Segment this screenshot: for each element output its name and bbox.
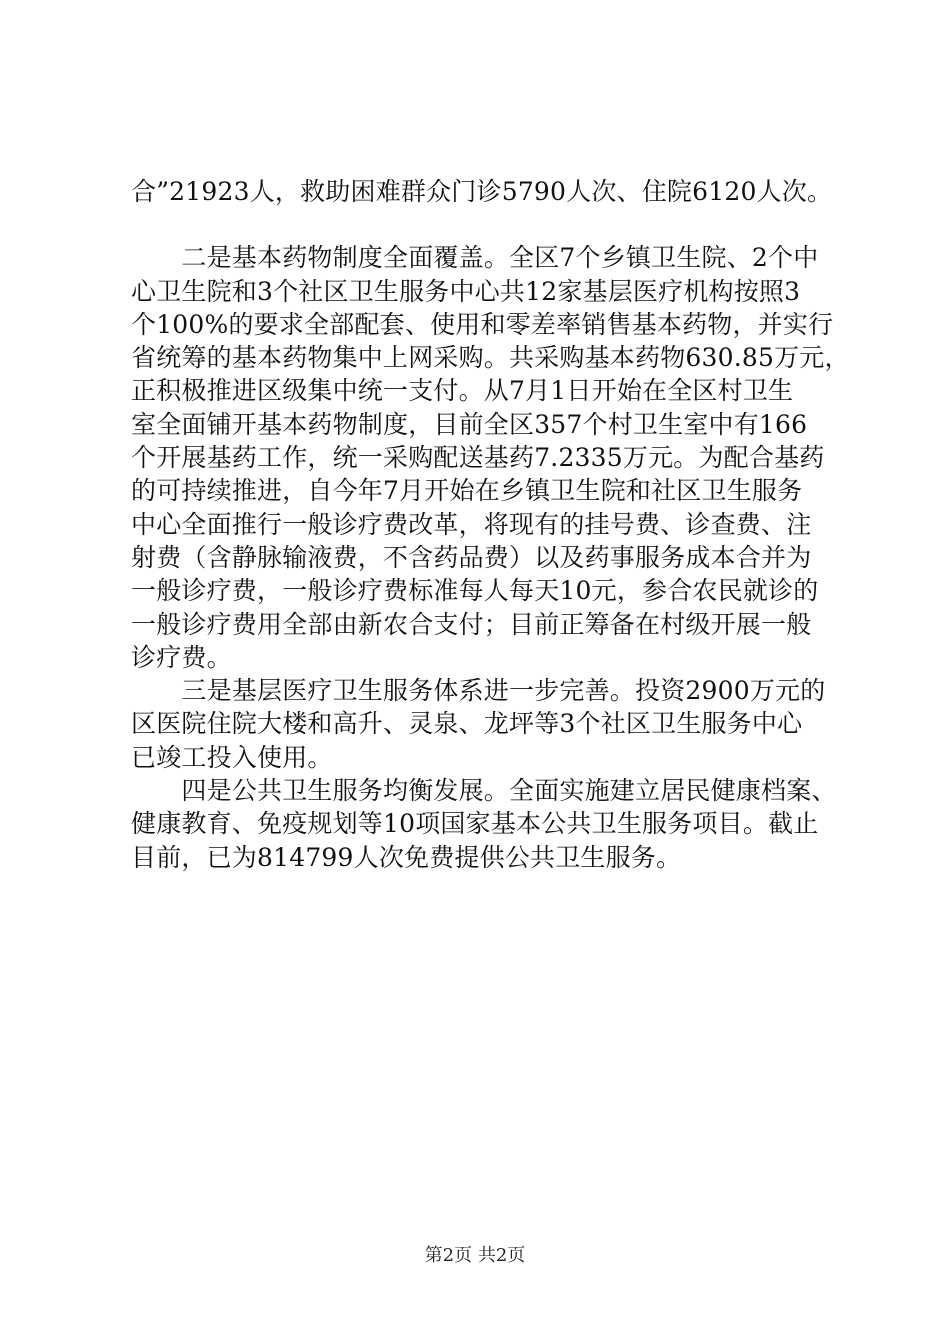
paragraph-3-line-1: 三是基层医疗卫生服务体系进一步完善。投资2900万元的	[131, 676, 826, 706]
text-line: 目前，已为814799人次免费提供公共卫生服务。	[131, 842, 682, 872]
text-line: 合”21923人，救助困难群众门诊5790人次、住院6120人次。	[131, 177, 833, 206]
text-line: 区医院住院大楼和高升、灵泉、龙坪等3个社区卫生服务中心	[131, 709, 803, 739]
text-line: 的可持续推进，自今年7月开始在乡镇卫生院和社区卫生服务	[131, 476, 803, 506]
text-line: 射费（含静脉输液费，不含药品费）以及药事服务成本合并为	[131, 542, 812, 572]
text-line: 室全面铺开基本药物制度，目前全区357个村卫生室中有166	[131, 409, 808, 439]
text-line: 已竣工投入使用。	[131, 742, 333, 772]
paragraph-2-line-1: 二是基本药物制度全面覆盖。全区7个乡镇卫生院、2个中	[131, 243, 819, 273]
text-line: 中心全面推行一般诊疗费改革，将现有的挂号费、诊查费、注	[131, 509, 812, 539]
text-line: 省统筹的基本药物集中上网采购。共采购基本药物630.85万元，	[131, 343, 850, 373]
text-line: 健康教育、免疫规划等10项国家基本公共卫生服务项目。截止	[131, 809, 819, 839]
text-line: 一般诊疗费，一般诊疗费标准每人每天10元，参合农民就诊的	[131, 576, 819, 606]
text-line: 诊疗费。	[131, 642, 232, 672]
text-line: 心卫生院和3个社区卫生服务中心共12家基层医疗机构按照3	[131, 276, 801, 306]
text-line: 一般诊疗费用全部由新农合支付；目前正筹备在村级开展一般	[131, 609, 812, 639]
paragraph-4-line-1: 四是公共卫生服务均衡发展。全面实施建立居民健康档案、	[131, 776, 837, 806]
page-footer: 第2页 共2页	[424, 1245, 526, 1266]
text-line: 个开展基药工作，统一采购配送基药7.2335万元。为配合基药	[131, 443, 825, 473]
text-line: 个100%的要求全部配套、使用和零差率销售基本药物，并实行	[131, 309, 834, 339]
blank-line	[131, 208, 831, 241]
document-body	[131, 175, 850, 874]
text-line: 正积极推进区级集中统一支付。从7月1日开始在全区村卫生	[131, 376, 794, 406]
